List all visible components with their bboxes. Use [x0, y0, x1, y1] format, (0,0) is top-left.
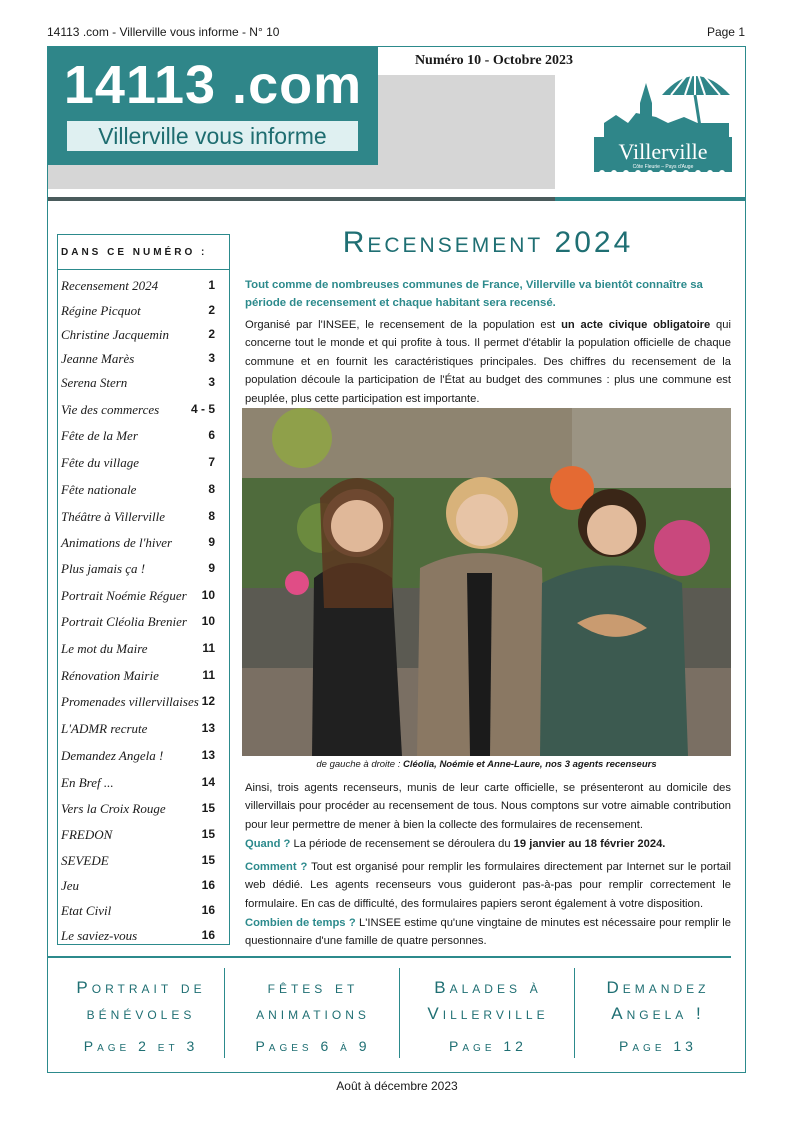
toc-item-title: FREDON: [61, 827, 113, 842]
toc-item-page: 10: [201, 588, 215, 602]
toc-item-title: Plus jamais ça !: [61, 561, 146, 576]
census-dates: 19 janvier au 18 février 2024.: [513, 838, 666, 850]
toc-item-title: Promenades villervillaises: [61, 694, 199, 709]
toc-item: [61, 509, 227, 525]
toc-item: [61, 775, 227, 791]
toc-item: [61, 278, 227, 294]
toc-item-title: Etat Civil: [61, 903, 112, 918]
toc-item: [61, 561, 227, 577]
toc-item-page: 9: [208, 535, 215, 549]
toc-item-page: 12: [201, 694, 215, 708]
toc-item-title: En Bref ...: [61, 775, 114, 790]
toc-item: [61, 801, 227, 817]
toc-item: [61, 327, 227, 343]
feature-separator: [224, 968, 225, 1058]
duration-label: Combien de temps ?: [245, 917, 356, 929]
toc-item-page: 11: [202, 668, 215, 682]
article-duration: Combien de temps ? L'INSEE estime qu'une vingtaine de minutes est nécessaire pour remplir le questionnaire d'une famille de quatre personnes.: [245, 917, 731, 948]
toc-item: [61, 588, 227, 604]
article-paragraph-1: Organisé par l'INSEE, le recensement de la population est un acte civique obligatoire qui concerne tout le monde et qui profite à tous. Il permet d'établir la population officielle de chaque commune et en fournit les caractéristiques principales. Des chiffres du recensement de la population découle la participation de l'État au budget des communes : plus une commune est peuplée, plus cette participation est importante.: [245, 319, 731, 405]
feature-page-ref: Page 13: [619, 1038, 697, 1054]
photo-caption: de gauche à droite : Cléolia, Noémie et Anne-Laure, nos 3 agents recenseurs: [316, 759, 657, 770]
toc-item-page: 16: [201, 903, 215, 917]
toc-item-page: 14: [201, 775, 215, 789]
article-how: Comment ? Tout est organisé pour remplir les formulaires directement par Internet sur le portail web dédié. Les agents recenseurs vous guideront pas-à-pas pour remplir correctement le formulaire. En cas de difficulté, des formulaires papiers seront également à votre disposition.: [245, 861, 731, 910]
toc-item: [61, 878, 227, 894]
toc-item-title: Vers la Croix Rouge: [61, 801, 166, 816]
logo-wordmark: Villerville: [618, 139, 708, 164]
census-agents-photo: [242, 408, 731, 756]
toc-item-page: 11: [202, 641, 215, 655]
feature-page-ref: Pages 6 à 9: [255, 1038, 371, 1054]
toc-item-page: 2: [208, 303, 215, 317]
toc-item-page: 1: [208, 278, 215, 292]
masthead-grey-band: [48, 165, 555, 189]
article-when: Quand ? La période de recensement se déroulera du 19 janvier au 18 février 2024.: [245, 838, 666, 850]
toc-item-title: Recensement 2024: [61, 278, 159, 293]
feature-title: Demandez Angela !: [606, 978, 710, 1023]
article-lead: Tout comme de nombreuses communes de France, Villerville va bientôt connaître sa période de recensement et chaque habitant sera recensé.: [245, 279, 703, 309]
article-headline: Recensement 2024: [342, 226, 634, 259]
toc-item-page: 10: [201, 614, 215, 628]
toc-item-title: Le saviez-vous: [61, 928, 138, 943]
feature-page-ref: Page 12: [449, 1038, 527, 1054]
toc-item-title: Rénovation Mairie: [61, 668, 159, 683]
toc-item-title: Jeu: [61, 878, 80, 893]
issue-number: Numéro 10 - Octobre 2023: [414, 53, 574, 68]
toc-item: [61, 903, 227, 919]
toc-item-page: 13: [201, 748, 215, 762]
toc-item-page: 13: [201, 721, 215, 735]
running-header: 14113 .com - Villerville vous informe - N° 10: [47, 25, 280, 39]
toc-divider: [57, 269, 230, 270]
toc-item-title: Serena Stern: [61, 375, 128, 390]
toc-item-page: 9: [208, 561, 215, 575]
toc-item-title: Théâtre à Villerville: [61, 509, 165, 524]
toc-item: [61, 853, 227, 869]
toc-item-page: 15: [201, 827, 215, 841]
feature-title: Portrait de bénévoles: [76, 978, 206, 1023]
toc-item: [61, 641, 227, 657]
toc-item-page: 2: [208, 327, 215, 341]
toc-item-page: 7: [208, 455, 215, 469]
feature-strip-rule: [48, 956, 731, 958]
toc-item-title: Demandez Angela !: [61, 748, 164, 763]
toc-item: [61, 721, 227, 737]
article-paragraph-2: Ainsi, trois agents recenseurs, munis de leur carte officielle, se présenteront au domicile des villervillais pour procéder au recensement de tous. Nous comptons sur votre aimable contribution pour leur permettre de mener à bien la collecte des formulaires de recensement.: [245, 782, 731, 831]
how-label: Comment ?: [245, 861, 308, 873]
feature-separator: [574, 968, 575, 1058]
masthead-rule-teal: [555, 197, 745, 201]
toc-item-title: Le mot du Maire: [61, 641, 148, 656]
toc-heading: DANS CE NUMÉRO :: [61, 247, 208, 258]
masthead-subtitle: Villerville vous informe: [67, 121, 358, 151]
toc-item-title: Fête nationale: [61, 482, 137, 497]
masthead-rule-dark: [48, 197, 555, 201]
toc-item-title: Christine Jacquemin: [61, 327, 169, 342]
toc-item-page: 3: [208, 351, 215, 365]
feature-title: fêtes et animations: [256, 978, 370, 1023]
page-number: Page 1: [706, 25, 745, 39]
toc-item: [61, 535, 227, 551]
toc-item: [61, 668, 227, 684]
toc-item-page: 4 - 5: [190, 402, 215, 416]
toc-item: [61, 428, 227, 444]
toc-item: [61, 928, 227, 944]
feature-title: Balades à Villerville: [427, 978, 549, 1023]
toc-item-page: 3: [208, 375, 215, 389]
toc-item-title: Portrait Noémie Réguer: [61, 588, 187, 603]
civic-duty-emphasis: un acte civique obligatoire: [561, 319, 711, 331]
toc-item: [61, 303, 227, 319]
toc-item: [61, 827, 227, 843]
toc-item: [61, 748, 227, 764]
toc-item: [61, 694, 227, 710]
toc-item-title: Portrait Cléolia Brenier: [61, 614, 187, 629]
footer-period: Août à décembre 2023: [336, 1079, 458, 1093]
toc-item: [61, 375, 227, 391]
toc-item-title: Vie des commerces: [61, 402, 160, 417]
toc-item-page: 8: [208, 509, 215, 523]
toc-item: [61, 482, 227, 498]
toc-item-page: 16: [201, 928, 215, 942]
toc-item-title: Fête de la Mer: [61, 428, 138, 443]
logo-tagline: Côte Fleurie – Pays d'Auge: [632, 164, 694, 170]
toc-item-title: L'ADMR recrute: [61, 721, 148, 736]
toc-item: [61, 351, 227, 367]
villerville-logo: [592, 55, 734, 185]
toc-item-page: 16: [201, 878, 215, 892]
masthead-grey-block: [378, 75, 555, 165]
toc-item-page: 6: [208, 428, 215, 442]
toc-item-page: 15: [201, 801, 215, 815]
toc-item-title: Régine Picquot: [61, 303, 141, 318]
toc-item-page: 8: [208, 482, 215, 496]
feature-page-ref: Page 2 et 3: [83, 1038, 199, 1054]
toc-item-title: Fête du village: [61, 455, 139, 470]
masthead-title: 14113 .com: [63, 55, 363, 115]
toc-item: [61, 455, 227, 471]
when-label: Quand ?: [245, 838, 291, 850]
toc-item-page: 15: [201, 853, 215, 867]
toc-item: [61, 402, 227, 418]
feature-separator: [399, 968, 400, 1058]
toc-item-title: Animations de l'hiver: [61, 535, 173, 550]
toc-item: [61, 614, 227, 630]
toc-item-title: Jeanne Marès: [61, 351, 135, 366]
toc-item-title: SEVEDE: [61, 853, 109, 868]
